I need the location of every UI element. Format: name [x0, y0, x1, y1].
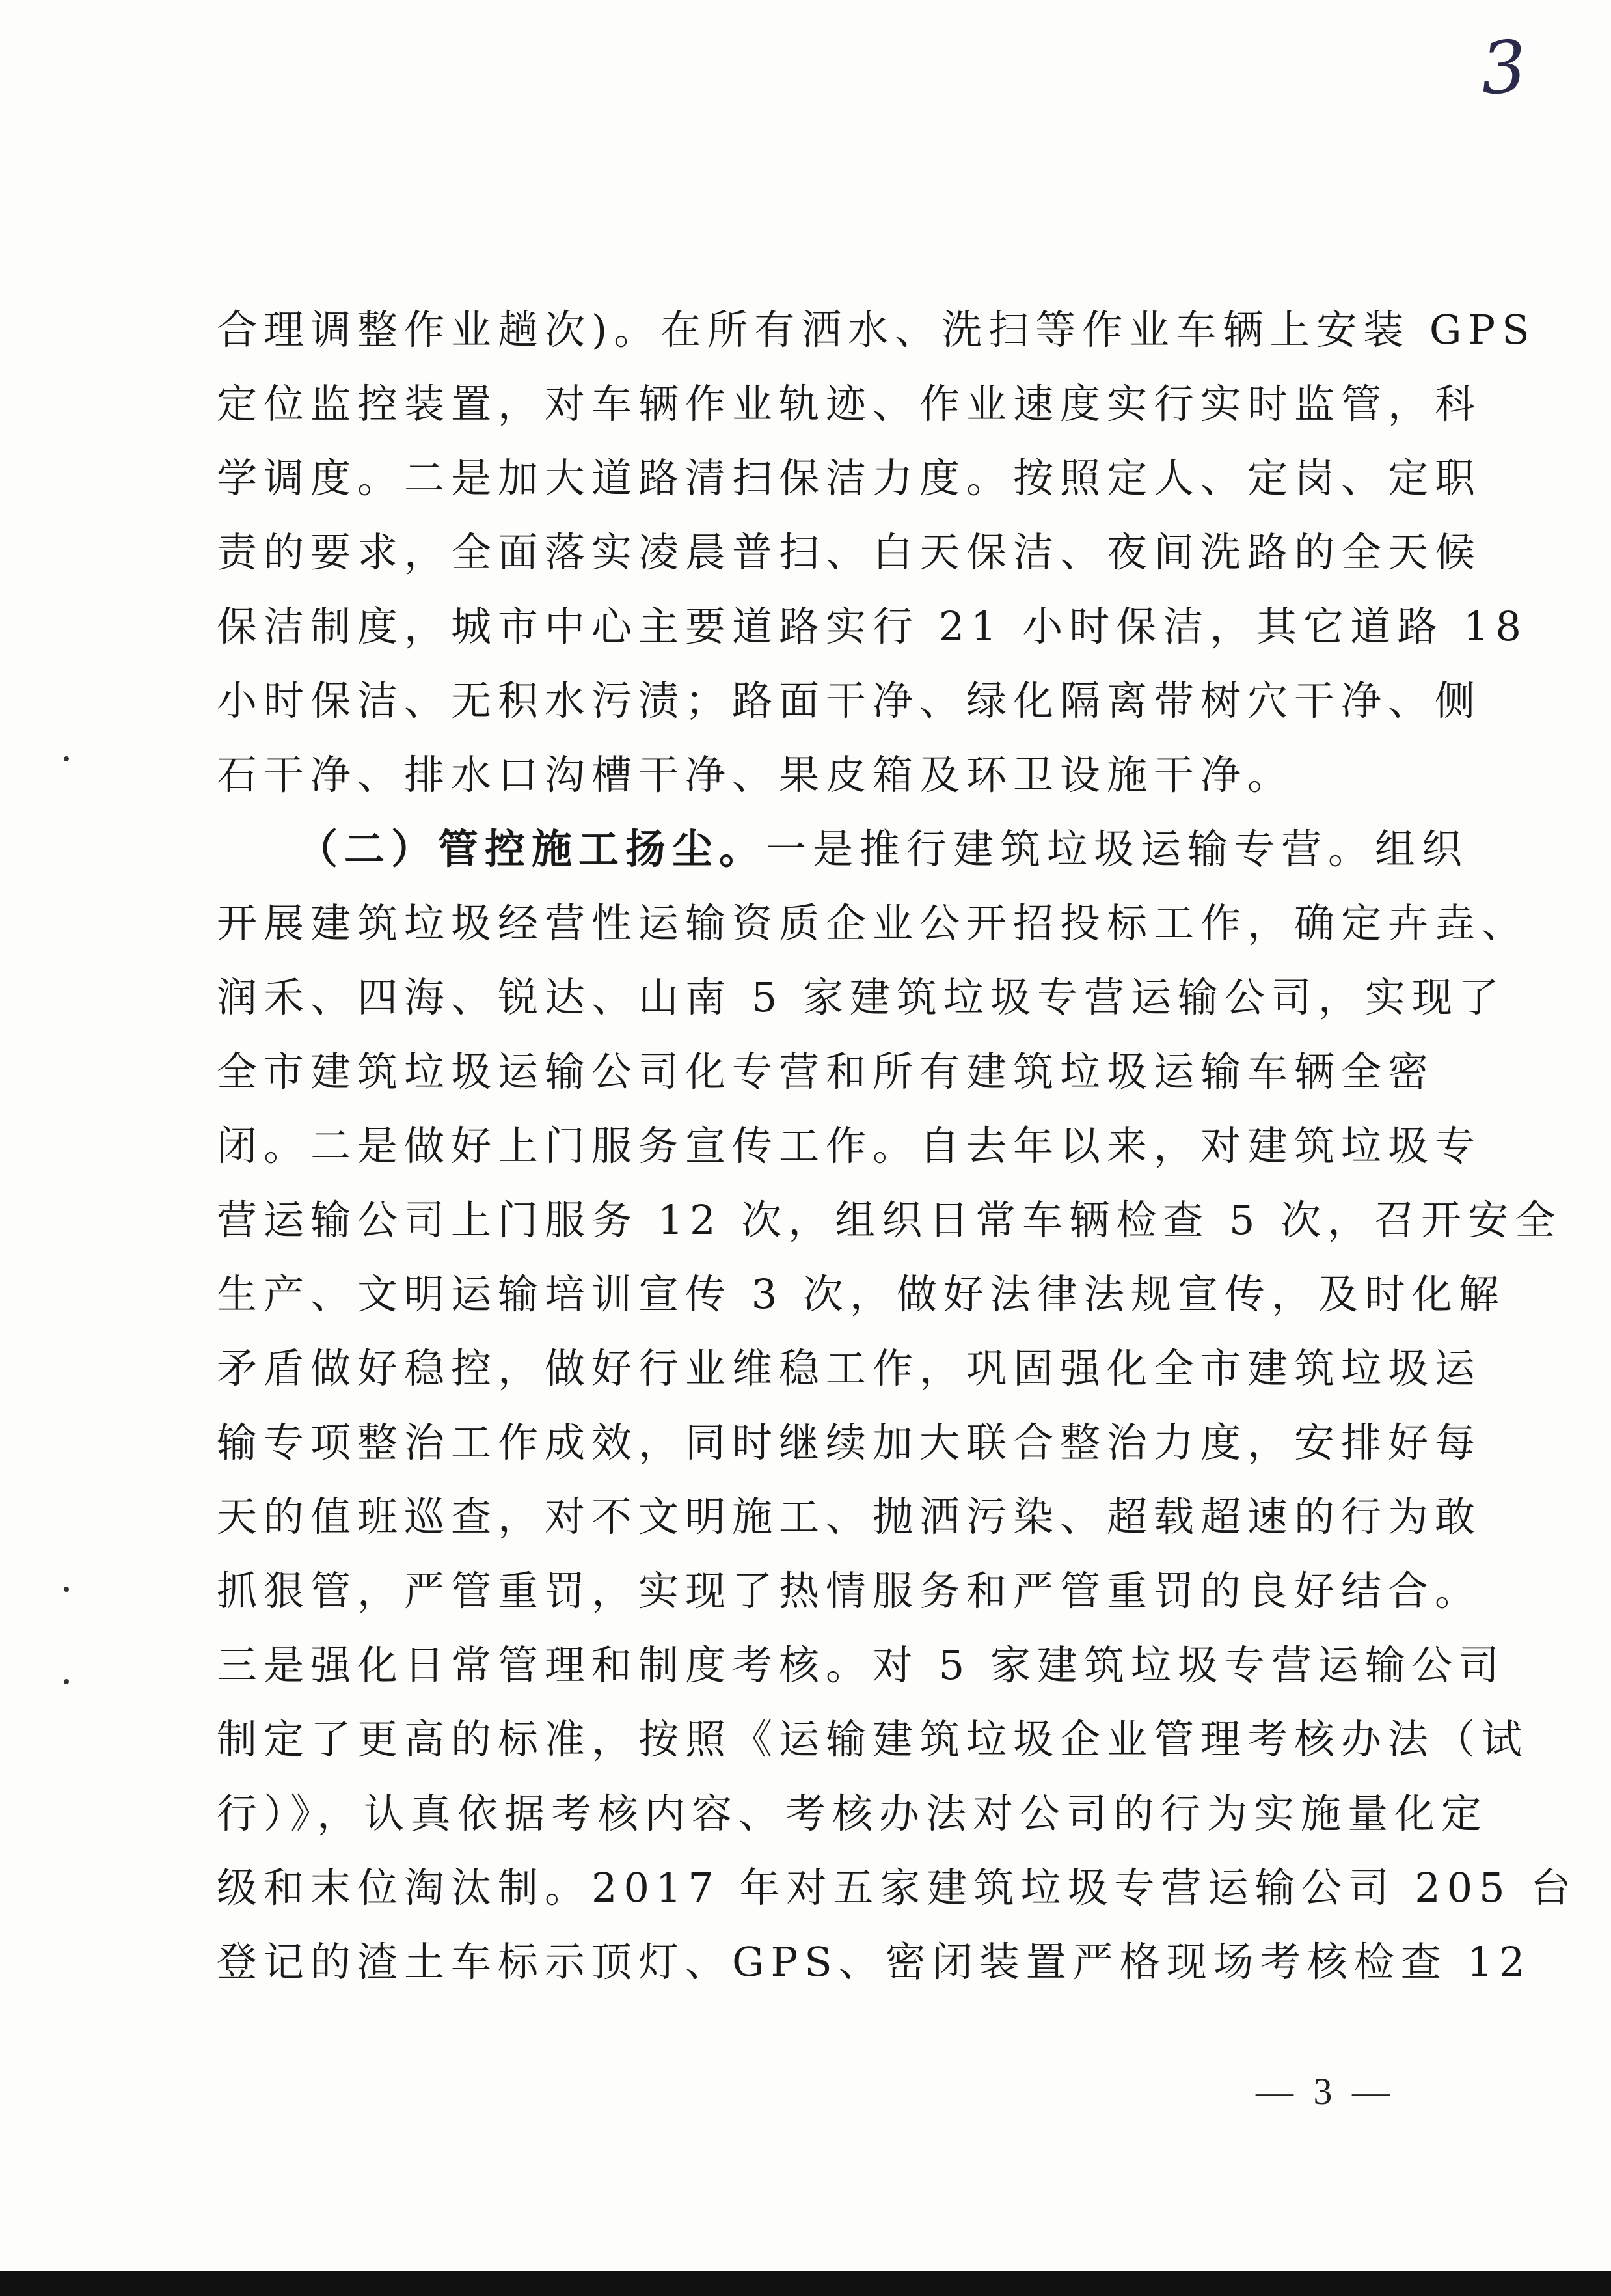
- text-line-16: 输专项整治工作成效，同时继续加大联合整治力度，安排好每: [217, 1419, 1482, 1466]
- section-heading: （二）管控施工扬尘。: [297, 825, 766, 873]
- scan-bottom-edge: [0, 2271, 1611, 2296]
- text-line-22: 级和末位淘汰制。2017 年对五家建筑垃圾专营运输公司 205 台: [217, 1864, 1578, 1911]
- text-line-23: 登记的渣土车标示顶灯、GPS、密闭装置严格现场考核检查 12: [217, 1938, 1532, 1986]
- scan-mark: [64, 756, 69, 761]
- text-line-4: 责的要求，全面落实凌晨普扫、白天保洁、夜间洗路的全天候: [217, 528, 1482, 576]
- scan-mark: [64, 1679, 69, 1684]
- text-line-7: 石干净、排水口沟槽干净、果皮箱及环卫设施干净。: [217, 751, 1295, 799]
- text-line-14: 生产、文明运输培训宣传 3 次，做好法律法规宣传，及时化解: [217, 1270, 1506, 1318]
- text-line-13: 营运输公司上门服务 12 次，组织日常车辆检查 5 次，召开安全: [217, 1196, 1562, 1244]
- text-line-15: 矛盾做好稳控，做好行业维稳工作，巩固强化全市建筑垃圾运: [217, 1345, 1482, 1392]
- text-line-10: 润禾、四海、锐达、山南 5 家建筑垃圾专营运输公司，实现了: [217, 974, 1506, 1021]
- scan-mark: [64, 1587, 69, 1592]
- text-line-11: 全市建筑垃圾运输公司化专营和所有建筑垃圾运输车辆全密: [217, 1048, 1435, 1095]
- text-line-9: 开展建筑垃圾经营性运输资质企业公开招投标工作，确定卉垚、: [217, 899, 1529, 947]
- text-line-19: 三是强化日常管理和制度考核。对 5 家建筑垃圾专营运输公司: [217, 1641, 1506, 1689]
- text-line-3: 学调度。二是加大道路清扫保洁力度。按照定人、定岗、定职: [217, 454, 1482, 502]
- section-heading-line: [217, 812, 1469, 886]
- text-line-6: 小时保洁、无积水污渍；路面干净、绿化隔离带树穴干净、侧: [217, 677, 1482, 724]
- text-line-1: 合理调整作业趟次)。在所有洒水、洗扫等作业车辆上安装 GPS: [217, 306, 1536, 353]
- text-line-17: 天的值班巡查，对不文明施工、抛洒污染、超载超速的行为敢: [217, 1493, 1482, 1540]
- text-line-2: 定位监控装置，对车辆作业轨迹、作业速度实行实时监管，科: [217, 380, 1482, 428]
- text-line-5: 保洁制度，城市中心主要道路实行 21 小时保洁，其它道路 18: [217, 603, 1528, 650]
- text-line-18: 抓狠管，严管重罚，实现了热情服务和严管重罚的良好结合。: [217, 1567, 1482, 1615]
- section-heading-rest: 一是推行建筑垃圾运输专营。组织: [766, 825, 1469, 873]
- text-line-21: 行）》，认真依据考核内容、考核办法对公司的行为实施量化定: [217, 1790, 1489, 1837]
- text-line-12: 闭。二是做好上门服务宣传工作。自去年以来，对建筑垃圾专: [217, 1122, 1482, 1169]
- handwritten-page-number: 3: [1478, 24, 1530, 111]
- text-line-20: 制定了更高的标准，按照《运输建筑垃圾企业管理考核办法（试: [217, 1715, 1529, 1763]
- page-number-footer: — 3 —: [1256, 2070, 1395, 2112]
- body-text: [217, 293, 1578, 1999]
